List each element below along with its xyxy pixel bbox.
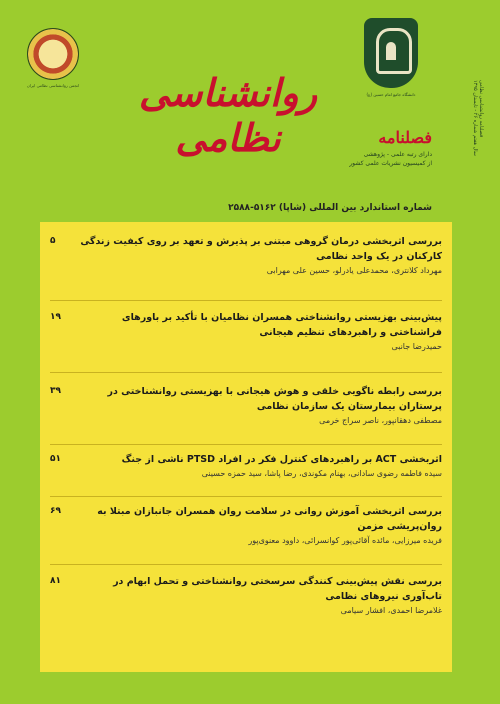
article-title: اثربخشی ACT بر راهبردهای کنترل فکر در افراد PTSD ناشی از جنگ xyxy=(121,454,442,465)
article-item[interactable] xyxy=(50,504,442,545)
article-page: ۶۹ xyxy=(50,506,61,516)
spine-text xyxy=(470,80,484,680)
divider xyxy=(50,300,442,301)
association-logo xyxy=(26,28,80,94)
article-title: پیش‌بینی بهزیستی روانشناختی همسران نظامیان با تأکید بر باورهای فراشناختی و راهبردهای تنظیم هیجانی xyxy=(121,312,442,338)
divider xyxy=(50,444,442,445)
university-caption: دانشگاه جامع امام حسین (ع) xyxy=(366,92,416,97)
article-item[interactable] xyxy=(50,234,442,275)
spine-issue: سال هفتم شماره ۲۶ - تابستان ۱۳۹۵ xyxy=(472,80,478,156)
article-authors: مهرداد کلانتری، محمدعلی یادرلو، حسین علی مهرابی xyxy=(266,266,442,275)
article-authors: غلامرضا احمدی، افشار سیامی xyxy=(340,606,442,615)
spine-title: فصلنامه روانشناسی نظامی xyxy=(478,80,484,138)
quarterly-label: فصلنامه xyxy=(378,128,432,147)
divider xyxy=(50,496,442,497)
rank-line-1: دارای رتبه علمی - پژوهشی xyxy=(363,151,432,158)
rank-info xyxy=(330,150,432,168)
article-authors: سیده فاطمه رضوی سادانی، بهنام مکوندی، رضا پاشا، سید حمزه حسینی xyxy=(201,469,442,478)
article-title: بررسی نقش پیش‌بینی کنندگی سرسختی روانشناختی و تحمل ابهام در تاب‌آوری نیروهای نظامی xyxy=(113,576,442,602)
article-authors: حمیدرضا جانبی xyxy=(391,342,442,351)
journal-title: روانشناسی نظامی xyxy=(138,70,318,160)
university-shield-icon xyxy=(364,18,418,88)
issn-line: شماره استاندارد بین المللی (شاپا) ۵۱۶۲-۲۵۸۸ xyxy=(228,203,432,213)
article-title: بررسی رابطه ناگویی خلقی و هوش هیجانی با بهزیستی روانشناختی در پرستاران بیمارستان یک سازمان نظامی xyxy=(107,386,442,412)
article-item[interactable] xyxy=(50,574,442,615)
article-item[interactable] xyxy=(50,452,442,478)
article-page: ۵ xyxy=(50,236,56,246)
university-logo xyxy=(362,18,420,110)
article-page: ۸۱ xyxy=(50,576,61,586)
article-title: بررسی اثربخشی آموزش روانی در سلامت روان همسران جانبازان مبتلا به روان‌پریشی مزمن xyxy=(97,506,442,532)
article-title: بررسی اثربخشی درمان گروهی مبتنی بر پذیرش و تعهد بر روی کیفیت زندگی کارکنان در یک واحد نظامی xyxy=(80,236,442,262)
article-page: ۵۱ xyxy=(50,454,61,464)
divider xyxy=(50,564,442,565)
article-item[interactable] xyxy=(50,310,442,351)
rank-line-2: از کمیسیون نشریات علمی کشور xyxy=(349,160,432,167)
article-page: ۱۹ xyxy=(50,312,61,322)
article-authors: فریده میرزایی، مائده آقائی‌پور کوانسرائی، داوود معنوی‌پور xyxy=(248,536,442,545)
article-authors: مصطفی دهقانپور، ناصر سراج خرمی xyxy=(319,416,442,425)
association-caption: انجمن روانشناسی نظامی ایران xyxy=(26,83,80,88)
article-item[interactable] xyxy=(50,384,442,425)
divider xyxy=(50,372,442,373)
association-emblem-icon xyxy=(27,28,79,80)
table-of-contents xyxy=(40,222,452,672)
article-page: ۳۹ xyxy=(50,386,61,396)
